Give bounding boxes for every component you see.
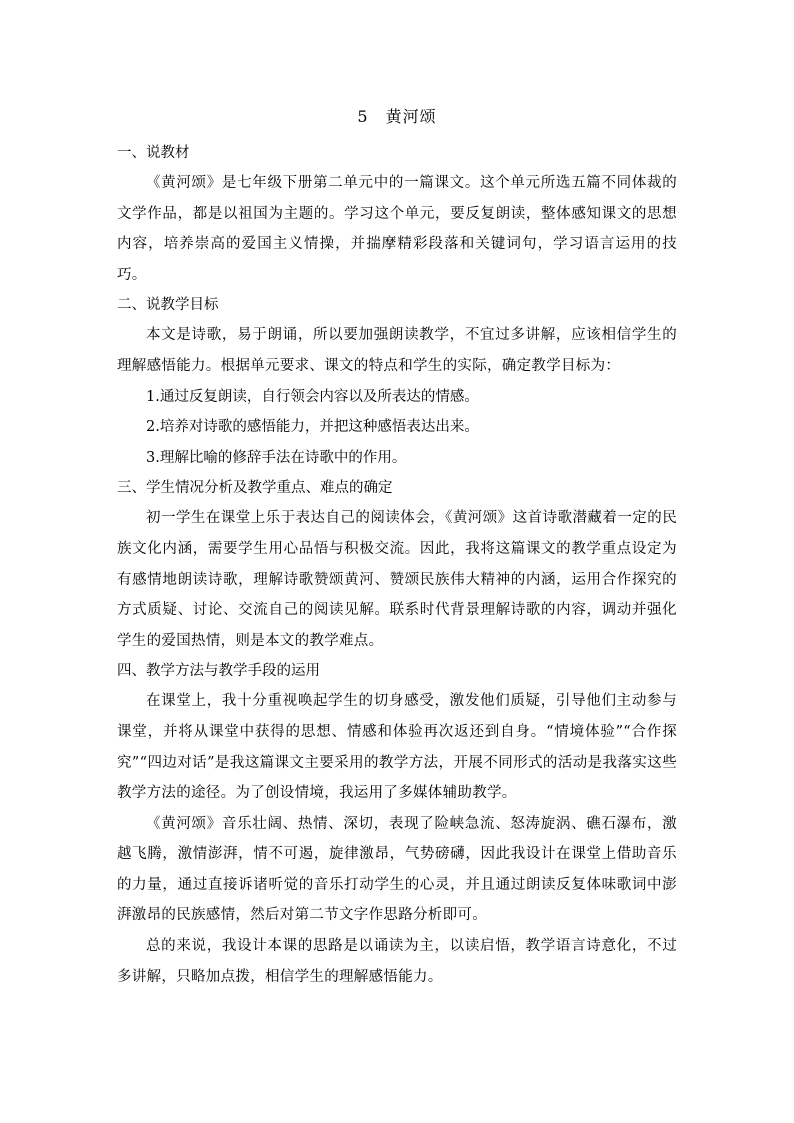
section-heading-4: 四、教学方法与教学手段的运用 [117, 663, 320, 680]
section-4-paragraph-1: 在课堂上，我十分重视唤起学生的切身感受，激发他们质疑，引导他们主动参与课堂，并将从课堂中获得的思想、情感和体验再次返还到自身。“情境体验”“合作探究”“四边对话”是我这篇课文主要采用的教学方法，开展不同形式的活动是我落实这些教学方法的途径。为了创设情境，我运用了多媒体辅助教学。 [117, 693, 677, 802]
section-2-paragraph-1: 本文是诗歌，易于朗诵，所以要加强朗读教学，不宜过多讲解，应该相信学生的理解感悟能力。根据单元要求、课文的特点和学生的实际，确定教学目标为： [117, 327, 677, 374]
section-4-paragraph-3: 总的来说，我设计本课的思路是以诵读为主，以读启悟，教学语言诗意化，不过多讲解，只略加点拨，相信学生的理解感悟能力。 [117, 938, 677, 985]
section-heading-1: 一、说教材 [117, 145, 190, 161]
section-3-paragraph-1: 初一学生在课堂上乐于表达自己的阅读体会，《黄河颂》这首诗歌潜藏着一定的民族文化内涵，需要学生用心品悟与积极交流。因此，我将这篇课文的教学重点设定为有感情地朗读诗歌，理解诗歌赞颂黄河、赞颂民族伟大精神的内涵，运用合作探究的方式质疑、讨论、交流自己的阅读见解。联系时代背景理解诗歌的内容，调动并强化学生的爱国热情，则是本文的教学难点。 [117, 510, 677, 649]
objective-item-2: 2.培养对诗歌的感悟能力，并把这种感悟表达出来。 [146, 419, 479, 436]
document-title: 5 黄河颂 [357, 107, 437, 126]
section-heading-2: 二、说教学目标 [117, 297, 219, 314]
document-page [117, 96, 677, 992]
section-4-paragraph-2: 《黄河颂》音乐壮阔、热情、深切，表现了险峡急流、怒涛旋涡、礁石瀑布，激越飞腾，激情澎湃，情不可遏，旋律激昂，气势磅礴，因此我设计在课堂上借助音乐的力量，通过直接诉诸听觉的音乐打动学生的心灵，并且通过朗读反复体味歌词中澎湃激昂的民族感情，然后对第二节文字作思路分析即可。 [117, 815, 677, 924]
objective-item-3: 3.理解比喻的修辞手法在诗歌中的作用。 [146, 449, 407, 466]
section-1-paragraph-1: 《黄河颂》是七年级下册第二单元中的一篇课文。这个单元所选五篇不同体裁的文学作品，都是以祖国为主题的。学习这个单元，要反复朗读，整体感知课文的思想内容，培养崇高的爱国主义情操，并揣摩精彩段落和关键词句，学习语言运用的技巧。 [117, 175, 677, 283]
objective-item-1: 1.通过反复朗读，自行领会内容以及所表达的情感。 [146, 388, 479, 405]
section-heading-3: 三、学生情况分析及教学重点、难点的确定 [117, 480, 393, 497]
